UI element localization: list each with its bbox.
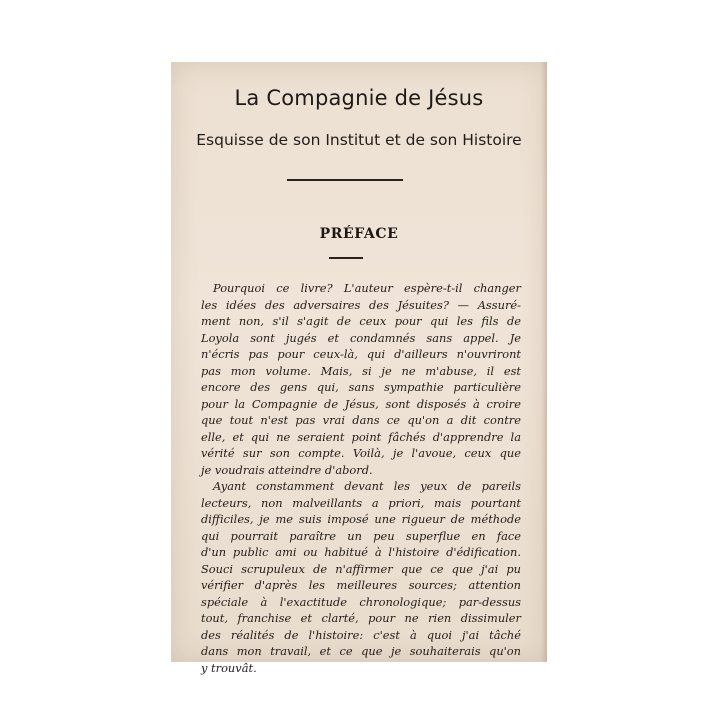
- paragraph-2-line: d'un public ami ou habitué à l'histoire d'édification.: [201, 545, 521, 559]
- paragraph-1-line: n'écris pas pour ceux-là, qui d'ailleurs n'ouvriront: [201, 347, 521, 361]
- paragraph-1-line: pour la Compagnie de Jésus, sont disposés à croire: [201, 396, 521, 411]
- paragraph-2-line: dans mon travail, et ce que je souhaiterais qu'on: [201, 644, 521, 658]
- paragraph-1-line: je voudrais atteindre d'abord.: [201, 462, 373, 477]
- paragraph-2-line: Ayant constamment devant les yeux de pareils: [213, 479, 521, 493]
- paragraph-1-line: vérité sur son compte. Voilà, je l'avoue, ceux que: [201, 446, 521, 460]
- paragraph-1-line: elle, et qui ne seraient point fâchés d'apprendre la: [201, 429, 521, 444]
- paragraph-1-line: que tout n'est pas vrai dans ce qu'on a dit contre: [201, 413, 521, 427]
- book-subtitle: Esquisse de son Institut et de son Histoire: [196, 131, 522, 149]
- paragraph-2-line: des réalités de l'histoire: c'est à quoi j'ai tâché: [201, 627, 521, 642]
- paragraph-2-line: lecteurs, non malveillants a priori, mais pourtant: [201, 495, 521, 510]
- paragraph-2-line: vérifier d'après les meilleures sources; attention: [201, 578, 521, 592]
- paragraph-1-line: les idées des adversaires des Jésuites? — Assuré-: [201, 297, 521, 312]
- paragraph-2-line: difficiles, je me suis imposé une rigueur de méthode: [201, 512, 521, 526]
- paragraph-1-line: encore des gens qui, sans sympathie particulière: [201, 380, 521, 394]
- heading-divider-rule: [329, 257, 363, 259]
- paragraph-1-line: Pourquoi ce livre? L'auteur espère-t-il changer: [213, 281, 521, 295]
- paragraph-1-line: pas mon volume. Mais, si je ne m'abuse, il est: [201, 363, 521, 378]
- paragraph-2-line: Souci scrupuleux de n'affirmer que ce que j'ai pu: [201, 561, 521, 576]
- paragraph-2-line: qui pourrait paraître un peu superflue en face: [201, 528, 521, 543]
- preface-body: [201, 280, 521, 676]
- paragraph-2-line: y trouvât.: [201, 660, 257, 675]
- paragraph-1-line: Loyola sont jugés et condamnés sans appel. Je: [201, 330, 521, 345]
- paragraph-2-line: spéciale à l'exactitude chronologique; par-dessus: [201, 594, 521, 609]
- title-divider-rule: [287, 179, 403, 181]
- paragraph-1-line: ment non, s'il s'agit de ceux pour qui les fils de: [201, 314, 521, 328]
- book-title: La Compagnie de Jésus: [234, 86, 484, 110]
- preface-heading: PRÉFACE: [319, 226, 399, 242]
- paragraph-2-line: tout, franchise et clarté, pour ne rien dissimuler: [201, 611, 521, 625]
- page-edge-shadow: [541, 62, 547, 662]
- book-page: [171, 62, 547, 675]
